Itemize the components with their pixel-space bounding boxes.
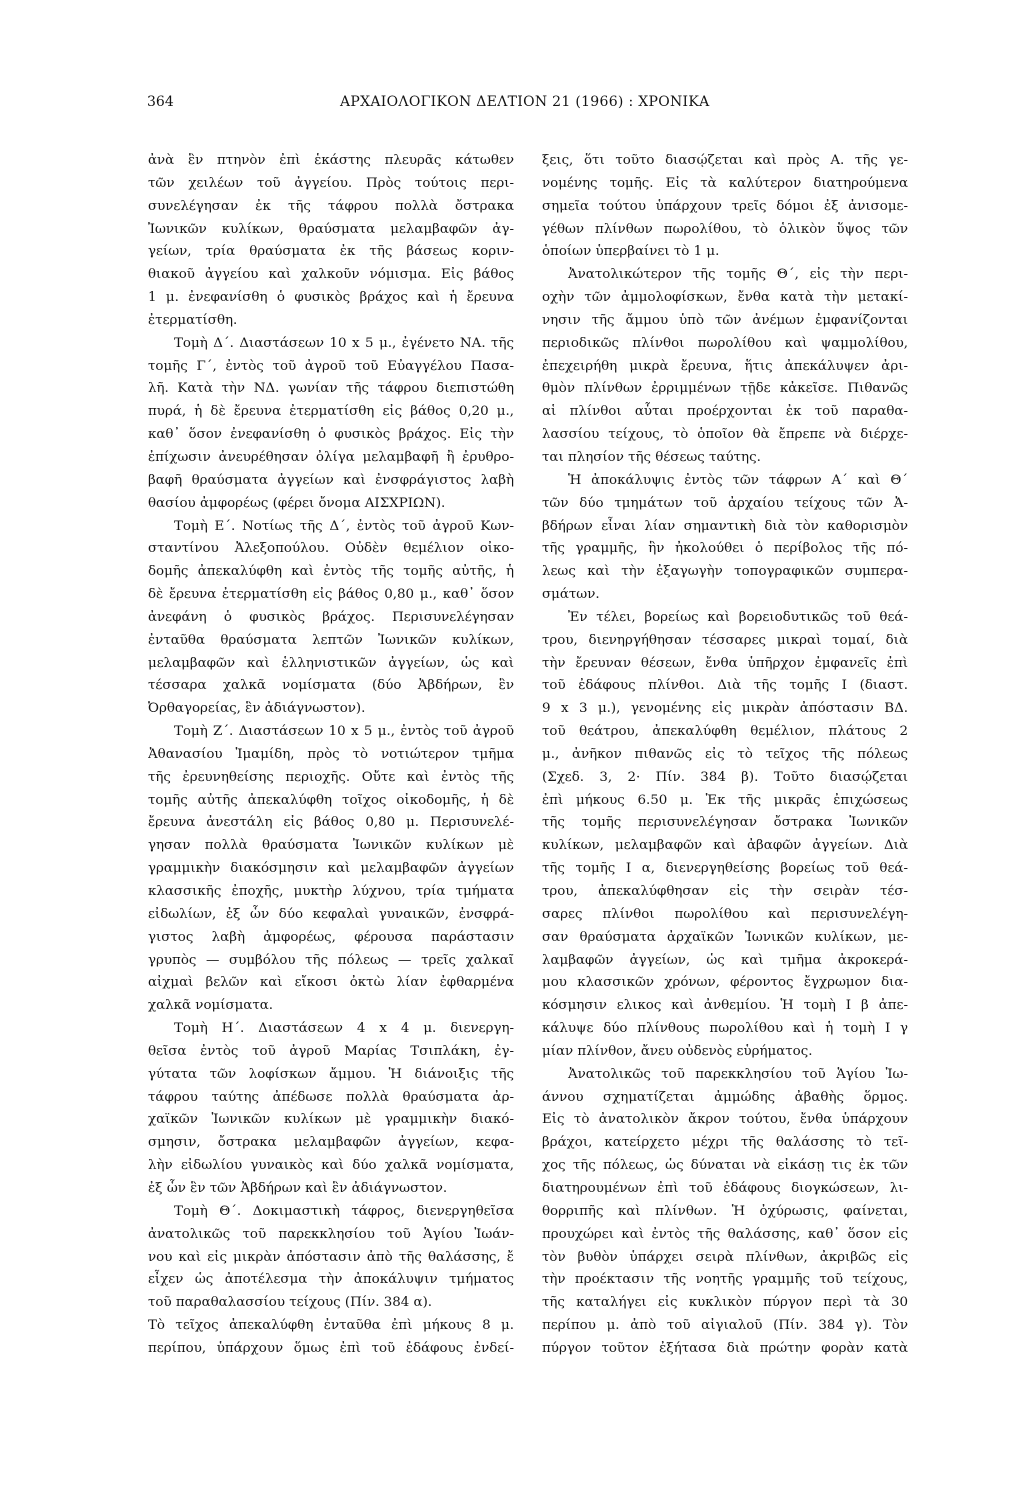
text-line: λασσίου τείχους, τὸ ὁποῖον θὰ ἔπρεπε νὰ διέρχε- <box>542 427 908 443</box>
text-line: χαϊκῶν Ἰωνικῶν κυλίκων μὲ γραμμικὴν διακό- <box>148 1112 514 1128</box>
text-line: εἶχεν ὡς ἀποτέλεσμα τὴν ἀποκάλυψιν τμήματος <box>148 1272 514 1288</box>
text-line: ξεις, ὅτι τοῦτο διασῴζεται καὶ πρὸς Α. τῆς γε- <box>542 153 908 168</box>
text-line: τομῆς Γ΄, ἐντὸς τοῦ ἀγροῦ τοῦ Εὐαγγέλου Πασα- <box>148 358 514 374</box>
text-line: τοῦ θεάτρου, ἀπεκαλύφθη θεμέλιον, πλάτους 2 <box>542 724 908 740</box>
text-line: μου κλασσικῶν χρόνων, φέροντος ἔγχρωμον δια- <box>542 975 908 991</box>
text-line: Τομὴ Ε΄. Νοτίως τῆς Δ΄, ἐντὸς τοῦ ἀγροῦ Κων- <box>174 518 514 534</box>
text-line: Ἐν τέλει, βορείως καὶ βορειοδυτικῶς τοῦ θεά- <box>568 609 908 625</box>
text-line: τρου, διενηργήθησαν τέσσαρες μικραὶ τομαί, διὰ <box>542 632 908 648</box>
text-line: Ὀρθαγορείας, ἓν ἀδιάγνωστον). <box>148 701 366 717</box>
text-line: τῶν δύο τμημάτων τοῦ ἀρχαίου τείχους τῶν Ἀ- <box>542 495 908 511</box>
text-line: διατηρουμένων ἐπὶ τοῦ ἐδάφους διογκώσεων, λι- <box>542 1180 908 1196</box>
text-line: βράχοι, κατείρχετο μέχρι τῆς θαλάσσης τὸ τεῖ- <box>542 1135 908 1151</box>
text-line: Τομὴ Θ΄. Δοκιμαστικὴ τάφρος, διενεργηθεῖσα <box>174 1203 514 1219</box>
text-line: ἀνὰ ἓν πτηνὸν ἐπὶ ἑκάστης πλευρᾶς κάτωθεν <box>148 153 514 168</box>
text-line: τῆς γραμμῆς, ἣν ἠκολούθει ὁ περίβολος τῆς πό- <box>542 541 908 557</box>
text-line: οχὴν τῶν ἀμμολοφίσκων, ἔνθα κατὰ τὴν μετακί- <box>542 290 908 306</box>
text-line: Τομὴ Η΄. Διαστάσεων 4 x 4 μ. διενεργη- <box>174 1021 514 1037</box>
text-line: αἱ πλίνθοι αὗται προέρχονται ἐκ τοῦ παραθα- <box>542 404 908 420</box>
text-line: τὸν βυθὸν ὑπάρχει σειρὰ πλίνθων, ἀκριβῶς εἰς <box>542 1249 908 1265</box>
text-line: λαμβαφῶν ἀγγείων, ὡς καὶ τμῆμα ἀκροκερά- <box>542 952 908 968</box>
text-line: τοῦ παραθαλασσίου τείχους (Πίν. 384 α). <box>148 1295 433 1311</box>
text-line: 9 x 3 μ.), γενομένης εἰς μικρὰν ἀπόστασιν ΒΔ. <box>542 701 908 717</box>
text-line: ὁποίων ὑπερβαίνει τὸ 1 μ. <box>542 244 720 260</box>
text-line: ἐπίχωσιν ἀνευρέθησαν ὀλίγα μελαμβαφῆ ἢ ἐρυθρο- <box>148 449 514 465</box>
text-line: χος τῆς πόλεως, ὡς δύναται νὰ εἰκάσῃ τις ἐκ τῶν <box>542 1158 908 1174</box>
text-line: σαν θραύσματα ἀρχαϊκῶν Ἰωνικῶν κυλίκων, με- <box>542 929 908 945</box>
text-line: χαλκᾶ νομίσματα. <box>148 998 274 1014</box>
text-line: κλασσικῆς ἐποχῆς, μυκτὴρ λύχνου, τρία τμήματα <box>148 884 514 899</box>
text-line: Τομὴ Δ΄. Διαστάσεων 10 x 5 μ., ἐγένετο ΝΑ. τῆς <box>174 335 514 351</box>
text-line: ἔρευνα ἀνεστάλη εἰς βάθος 0,80 μ. Περισυνελέ- <box>148 815 514 831</box>
text-line: βδήρων εἶναι λίαν σημαντικὴ διὰ τὸν καθορισμὸν <box>542 518 908 534</box>
text-line: Τομὴ Ζ΄. Διαστάσεων 10 x 5 μ., ἐντὸς τοῦ ἀγροῦ <box>174 724 514 740</box>
text-line: Ἰωνικῶν κυλίκων, θραύσματα μελαμβαφῶν ἀγ- <box>148 221 514 237</box>
text-line: περίπου μ. ἀπὸ τοῦ αἰγιαλοῦ (Πίν. 384 γ). Τὸν <box>542 1318 908 1334</box>
text-line: τῆς τομῆς περισυνελέγησαν ὄστρακα Ἰωνικῶν <box>542 815 908 831</box>
text-line: εἰδωλίων, ἐξ ὧν δύο κεφαλαὶ γυναικῶν, ἐνσφρά- <box>148 906 514 922</box>
text-line: νομένης τομῆς. Εἰς τὰ καλύτερον διατηρούμενα <box>542 175 908 191</box>
left-column <box>148 150 514 1361</box>
text-line: σμάτων. <box>542 587 600 603</box>
text-line: δὲ ἔρευνα ἐτερματίσθη εἰς βάθος 0,80 μ., καθ᾽ ὅσον <box>148 587 514 603</box>
text-line: τῆς ἐρευνηθείσης περιοχῆς. Οὔτε καὶ ἐντὸς τῆς <box>148 769 514 785</box>
text-line: θεῖσα ἐντὸς τοῦ ἀγροῦ Μαρίας Τσιπλάκη, ἐγ- <box>148 1043 514 1059</box>
text-line: σαρες πλίνθοι πωρολίθου καὶ περισυνελέγη- <box>542 906 908 922</box>
text-line: λεως καὶ τὴν ἐξαγωγὴν τοπογραφικῶν συμπερα- <box>542 564 908 580</box>
page-number: 364 <box>147 94 174 110</box>
text-line: τῶν χειλέων τοῦ ἀγγείου. Πρὸς τούτοις περι- <box>148 175 514 191</box>
text-line: τρου, ἀπεκαλύφθησαν εἰς τὴν σειρὰν τέσ- <box>542 884 908 899</box>
text-line: καθ᾽ ὅσον ἐνεφανίσθη ὁ φυσικὸς βράχος. Εἰς τὴν <box>148 427 514 443</box>
text-line: θασίου ἀμφορέως (φέρει ὄνομα ΑΙΣΧΡΙΩΝ). <box>148 495 446 511</box>
text-line: νου καὶ εἰς μικρὰν ἀπόστασιν ἀπὸ τῆς θαλάσσης, ἔ <box>148 1249 514 1265</box>
text-line: λῆ. Κατὰ τὴν ΝΔ. γωνίαν τῆς τάφρου διεπιστώθη <box>148 381 514 397</box>
text-line: μελαμβαφῶν καὶ ἑλληνιστικῶν ἀγγείων, ὡς καὶ <box>148 655 514 671</box>
text-line: σημεῖα τούτου ὑπάρχουν τρεῖς δόμοι ἐξ ἀνισομε- <box>542 198 908 214</box>
text-line: (Σχεδ. 3, 2· Πίν. 384 β). Τοῦτο διασῴζεται <box>542 769 908 785</box>
text-line: ἐπὶ μήκους 6.50 μ. Ἐκ τῆς μικρᾶς ἐπιχώσεως <box>542 792 908 808</box>
text-line: τὴν ἔρευναν θέσεων, ἔνθα ὑπῆρχον ἐμφανεῖς ἐπὶ <box>542 655 908 671</box>
text-line: τῆς καταλήγει εἰς κυκλικὸν πύργον περὶ τὰ 30 <box>542 1295 908 1311</box>
text-line: τέσσαρα χαλκᾶ νομίσματα (δύο Ἀβδήρων, ἓν <box>148 678 514 694</box>
text-line: σταντίνου Ἀλεξοπούλου. Οὐδὲν θεμέλιον οἰκο- <box>148 541 514 557</box>
text-line: ἀνεφάνη ὁ φυσικὸς βράχος. Περισυνελέγησαν <box>148 609 514 625</box>
text-line: ἐξ ὧν ἓν τῶν Ἀβδήρων καὶ ἓν ἀδιάγνωστον. <box>148 1180 448 1196</box>
text-line: λὴν εἰδωλίου γυναικὸς καὶ δύο χαλκᾶ νομίσματα, <box>148 1158 514 1174</box>
right-column <box>542 150 908 1361</box>
text-line: θμὸν πλίνθων ἐρριμμένων τῇδε κἀκεῖσε. Πιθανῶς <box>542 381 908 397</box>
text-line: γησαν πολλὰ θραύσματα Ἰωνικῶν κυλίκων μὲ <box>148 838 514 854</box>
text-line: πύργον τοῦτον ἐξήτασα διὰ πρώτην φορὰν κατὰ <box>542 1340 908 1356</box>
running-title: ΑΡΧΑΙΟΛΟΓΙΚΟΝ ΔΕΛΤΙΟΝ 21 (1966) : ΧΡΟΝΙΚΑ <box>340 94 710 110</box>
text-line: θιακοῦ ἀγγείου καὶ χαλκοῦν νόμισμα. Εἰς βάθος <box>148 267 514 283</box>
text-line: κόσμησιν ελικος καὶ ἀνθεμίου. Ἡ τομὴ Ι β ἀπε- <box>542 998 908 1014</box>
text-line: Τὸ τεῖχος ἀπεκαλύφθη ἐνταῦθα ἐπὶ μήκους 8 μ. <box>148 1318 514 1334</box>
text-line: ἀνατολικῶς τοῦ παρεκκλησίου τοῦ Ἁγίου Ἰωάν- <box>148 1226 514 1242</box>
text-line: Ἀνατολικώτερον τῆς τομῆς Θ΄, εἰς τὴν περι- <box>568 267 908 283</box>
text-line: βαφῆ θραύσματα ἀγγείων καὶ ἐνσφράγιστος λαβὴ <box>148 472 514 488</box>
text-line: ἐτερματίσθη. <box>148 312 238 328</box>
text-line: γιστος λαβὴ ἀμφορέως, φέρουσα παράστασιν <box>148 929 514 945</box>
text-line: γέθων πλίνθων πωρολίθου, τὸ ὁλικὸν ὕψος τῶν <box>542 221 908 237</box>
text-line: γρυπὸς — συμβόλου τῆς πόλεως — τρεῖς χαλκαῖ <box>148 952 514 968</box>
text-line: 1 μ. ἐνεφανίσθη ὁ φυσικὸς βράχος καὶ ἡ ἔρευνα <box>148 290 514 306</box>
text-line: ἐνταῦθα θραύσματα λεπτῶν Ἰωνικῶν κυλίκων, <box>148 632 514 648</box>
text-line: μ., ἀνῆκον πιθανῶς εἰς τὸ τεῖχος τῆς πόλεως <box>542 746 908 762</box>
text-line: ἐπεχειρήθη μικρὰ ἔρευνα, ἥτις ἀπεκάλυψεν ἀρι- <box>542 358 908 374</box>
text-line: ται πλησίον τῆς θέσεως ταύτης. <box>542 449 761 465</box>
text-line: περίπου, ὑπάρχουν ὅμως ἐπὶ τοῦ ἐδάφους ἐνδεί- <box>148 1340 514 1356</box>
text-line: τοῦ ἐδάφους πλίνθοι. Διὰ τῆς τομῆς Ι (διαστ. <box>542 678 908 694</box>
text-line: αἰχμαὶ βελῶν καὶ εἴκοσι ὀκτὼ λίαν ἐφθαρμένα <box>148 975 514 991</box>
text-line: Ἡ ἀποκάλυψις ἐντὸς τῶν τάφρων Α΄ καὶ Θ΄ <box>568 472 908 488</box>
text-line: τάφρου ταύτης ἀπέδωσε πολλὰ θραύσματα ἀρ- <box>148 1089 514 1105</box>
text-line: τὴν προέκτασιν τῆς νοητῆς γραμμῆς τοῦ τείχους, <box>542 1272 908 1288</box>
text-line: νησιν τῆς ἄμμου ὑπὸ τῶν ἀνέμων ἐμφανίζονται <box>542 312 908 328</box>
text-line: γραμμικὴν διακόσμησιν καὶ μελαμβαφῶν ἀγγείων <box>148 861 514 877</box>
text-line: Ἀθανασίου Ἰμαμίδη, πρὸς τὸ νοτιώτερον τμῆμα <box>148 746 514 762</box>
text-line: άννου σχηματίζεται ἀμμώδης ἀβαθὴς ὅρμος. <box>542 1089 908 1105</box>
text-line: μίαν πλίνθον, ἄνευ οὐδενὸς εὑρήματος. <box>542 1043 813 1059</box>
text-line: τῆς τομῆς Ι α, διενεργηθείσης βορείως τοῦ θεά- <box>542 861 908 877</box>
text-line: γείων, τρία θραύσματα ἐκ τῆς βάσεως κοριν- <box>148 244 514 260</box>
text-line: θορριπῆς καὶ πλίνθων. Ἡ ὀχύρωσις, φαίνεται, <box>542 1203 908 1219</box>
text-line: Εἰς τὸ ἀνατολικὸν ἄκρον τούτου, ἔνθα ὑπάρχουν <box>542 1112 908 1128</box>
text-line: συνελέγησαν ἐκ τῆς τάφρου πολλὰ ὄστρακα <box>148 198 514 214</box>
text-line: πυρά, ἡ δὲ ἔρευνα ἐτερματίσθη εἰς βάθος 0,20 μ., <box>148 404 514 420</box>
text-line: σμησιν, ὄστρακα μελαμβαφῶν ἀγγείων, κεφα- <box>148 1135 514 1151</box>
text-line: δομῆς ἀπεκαλύφθη καὶ ἐντὸς τῆς τομῆς αὐτῆς, ἡ <box>148 564 514 580</box>
text-line: τομῆς αὐτῆς ἀπεκαλύφθη τοῖχος οἰκοδομῆς, ἡ δὲ <box>148 792 514 808</box>
text-line: γύτατα τῶν λοφίσκων ἄμμου. Ἡ διάνοιξις τῆς <box>148 1066 514 1082</box>
text-line: περιοδικῶς πλίνθοι πωρολίθου καὶ ψαμμολίθου, <box>542 335 908 351</box>
text-line: προυχώρει καὶ ἐντὸς τῆς θαλάσσης, καθ᾽ ὅσον εἰς <box>542 1226 908 1242</box>
text-line: Ἀνατολικῶς τοῦ παρεκκλησίου τοῦ Ἁγίου Ἰω- <box>568 1066 908 1082</box>
text-line: κυλίκων, μελαμβαφῶν καὶ ἀβαφῶν ἀγγείων. Διὰ <box>542 838 908 854</box>
text-line: κάλυψε δύο πλίνθους πωρολίθου καὶ ἡ τομὴ Ι γ <box>542 1021 908 1037</box>
